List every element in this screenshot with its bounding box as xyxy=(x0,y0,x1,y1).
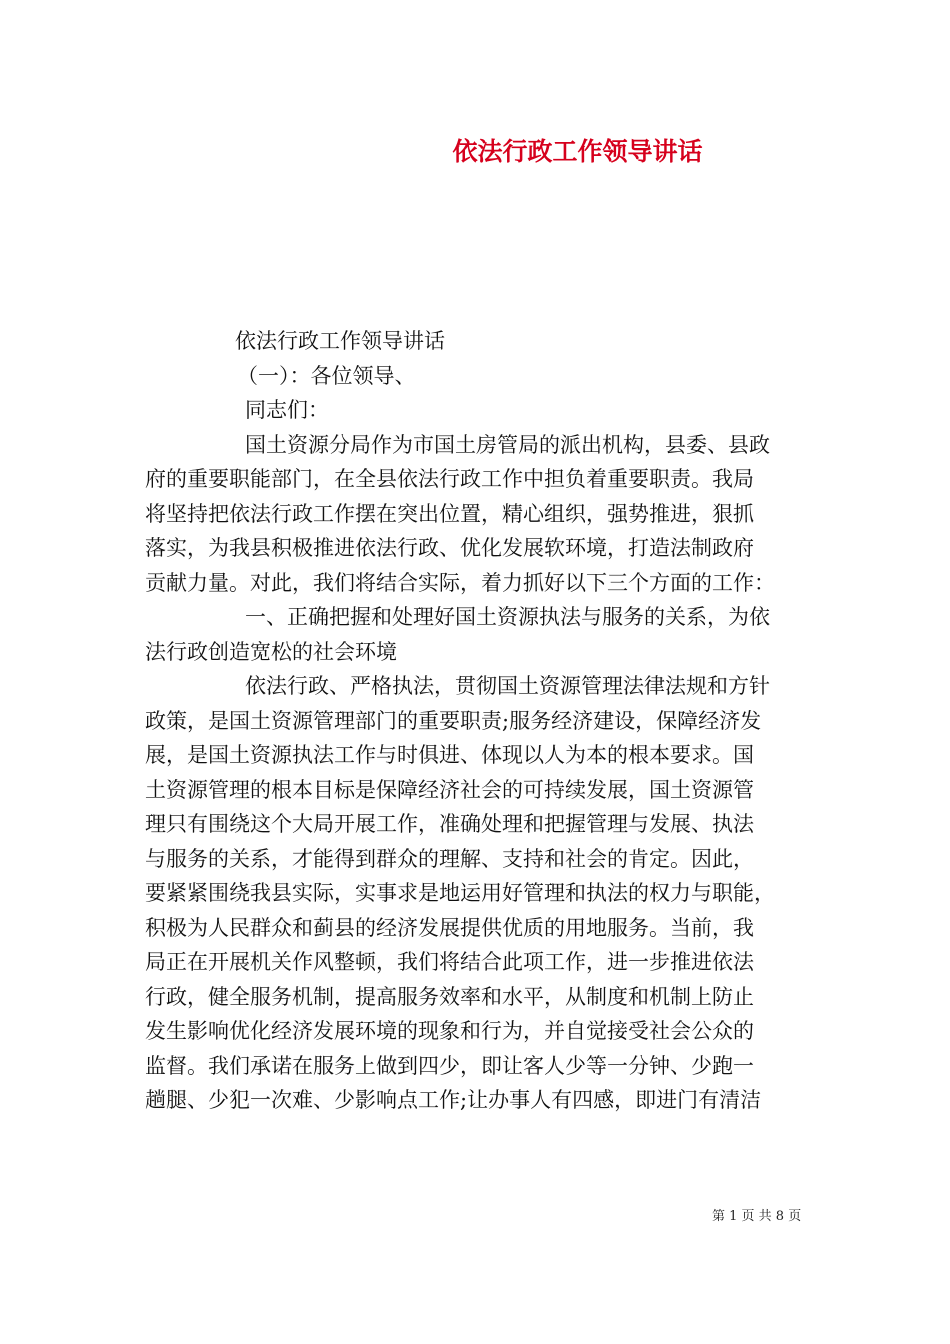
paragraph-line: 要紧紧围绕我县实际，实事求是地运用好管理和执法的权力与职能， xyxy=(145,881,775,905)
paragraph-line: 土资源管理的根本目标是保障经济社会的可持续发展，国土资源管 xyxy=(145,777,754,802)
paragraph-line: 监督。我们承诺在服务上做到四少，即让客人少等一分钟、少跑一 xyxy=(145,1053,754,1078)
paragraph-line: 趟腿、少犯一次难、少影响点工作;让办事人有四感，即进门有清洁 xyxy=(145,1088,762,1112)
document-title: 依法行政工作领导讲话 xyxy=(452,137,703,166)
paragraph-line: 国土资源分局作为市国土房管局的派出机构，县委、县政 xyxy=(245,432,770,457)
page-number-footer: 第 1 页 共 8 页 xyxy=(712,1209,802,1224)
paragraph-line: 将坚持把依法行政工作摆在突出位置，精心组织，强势推进，狠抓 xyxy=(145,501,754,526)
salutation-line: （一）：各位领导、 xyxy=(237,363,416,388)
paragraph-line: 府的重要职能部门，在全县依法行政工作中担负着重要职责。我局 xyxy=(145,467,754,491)
paragraph-line: 与服务的关系，才能得到群众的理解、支持和社会的肯定。因此， xyxy=(145,846,754,871)
paragraph-line: 落实，为我县积极推进依法行政、优化发展软环境，打造法制政府 xyxy=(145,536,754,560)
paragraph-line: 发生影响优化经济发展环境的现象和行为，并自觉接受社会公众的 xyxy=(145,1019,754,1043)
section-heading-line: 法行政创造宽松的社会环境 xyxy=(145,639,397,664)
salutation-line: 同志们： xyxy=(245,398,329,422)
paragraph-line: 理只有围绕这个大局开展工作，准确处理和把握管理与发展、执法 xyxy=(145,812,754,836)
paragraph-line: 展，是国土资源执法工作与时俱进、体现以人为本的根本要求。国 xyxy=(145,743,754,767)
paragraph-line: 政策，是国土资源管理部门的重要职责;服务经济建设，保障经济发 xyxy=(145,708,762,733)
paragraph-line: 依法行政、严格执法，贯彻国土资源管理法律法规和方针 xyxy=(245,674,770,698)
paragraph-line: 积极为人民群众和蓟县的经济发展提供优质的用地服务。当前，我 xyxy=(145,915,754,940)
paragraph-line: 行政，健全服务机制，提高服务效率和水平，从制度和机制上防止 xyxy=(145,984,754,1009)
paragraph-line: 贡献力量。对此，我们将结合实际，着力抓好以下三个方面的工作： xyxy=(145,570,775,595)
body-heading: 依法行政工作领导讲话 xyxy=(235,329,445,353)
document-body xyxy=(145,324,825,1118)
section-heading-line: 一、正确把握和处理好国土资源执法与服务的关系，为依 xyxy=(245,605,770,629)
paragraph-line: 局正在开展机关作风整顿，我们将结合此项工作，进一步推进依法 xyxy=(145,950,754,974)
